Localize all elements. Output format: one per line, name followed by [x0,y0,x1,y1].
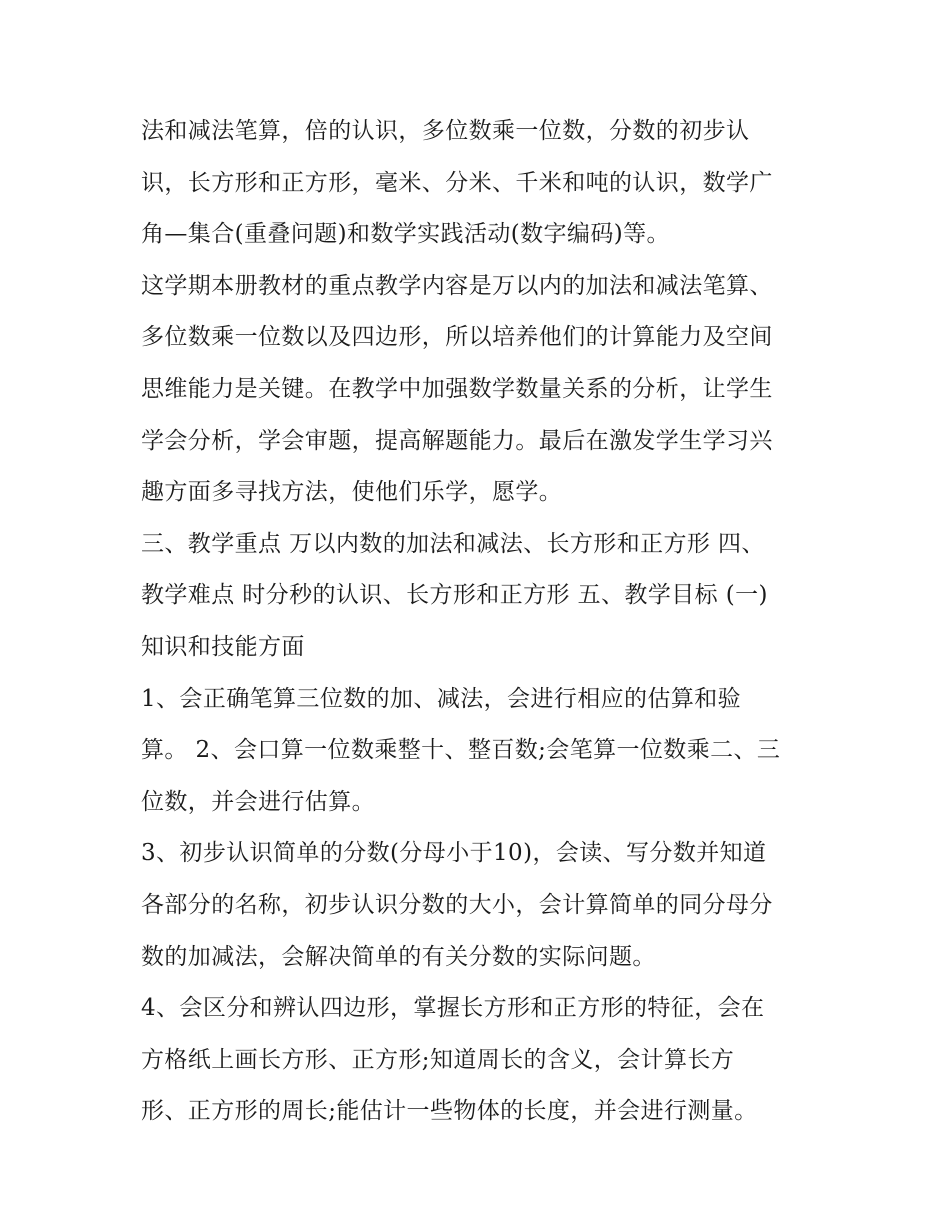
text-line: 形、正方形的周长;能估计一些物体的长度，并会进行测量。 [141,1098,758,1125]
text-line: 法和减法笔算，倍的认识，多位数乘一位数，分数的初步认 [141,118,750,144]
body-text [141,108,821,1140]
text-line: 各部分的名称，初步认识分数的大小，会计算简单的同分母分 [141,891,773,918]
text-line: 教学难点 时分秒的认识、长方形和正方形 五、教学目标 (一) [141,582,768,609]
text-line: 学会分析，学会审题，提高解题能力。最后在激发学生学习兴 [141,427,773,454]
text-line: 位数，并会进行估算。 [141,788,375,815]
text-line: 角—集合(重叠问题)和数学实践活动(数字编码)等。 [141,221,670,248]
text-line: 3、初步认识简单的分数(分母小于10)，会读、写分数并知道 [141,840,767,867]
text-line: 知识和技能方面 [141,633,305,660]
text-line: 4、会区分和辨认四边形，掌握长方形和正方形的特征，会在 [141,995,765,1022]
text-line: 趣方面多寻找方法，使他们乐学，愿学。 [141,479,563,506]
text-line: 方格纸上画长方形、正方形;知道周长的含义，会计算长方 [141,1046,735,1073]
text-line: 算。 2、会口算一位数乘整十、整百数;会笔算一位数乘二、三 [141,737,781,764]
text-line: 识，长方形和正方形，毫米、分米、千米和吨的认识，数学广 [141,169,773,196]
text-line: 数的加减法，会解决简单的有关分数的实际问题。 [141,943,656,970]
text-line: 这学期本册教材的重点教学内容是万以内的加法和减法笔算、 [141,272,773,299]
text-line: 1、会正确笔算三位数的加、减法，会进行相应的估算和验 [141,685,742,712]
text-line: 三、教学重点 万以内数的加法和减法、长方形和正方形 四、 [141,530,765,557]
text-line: 多位数乘一位数以及四边形，所以培养他们的计算能力及空间 [141,324,773,351]
text-line: 思维能力是关键。在教学中加强数学数量关系的分析，让学生 [141,375,773,402]
